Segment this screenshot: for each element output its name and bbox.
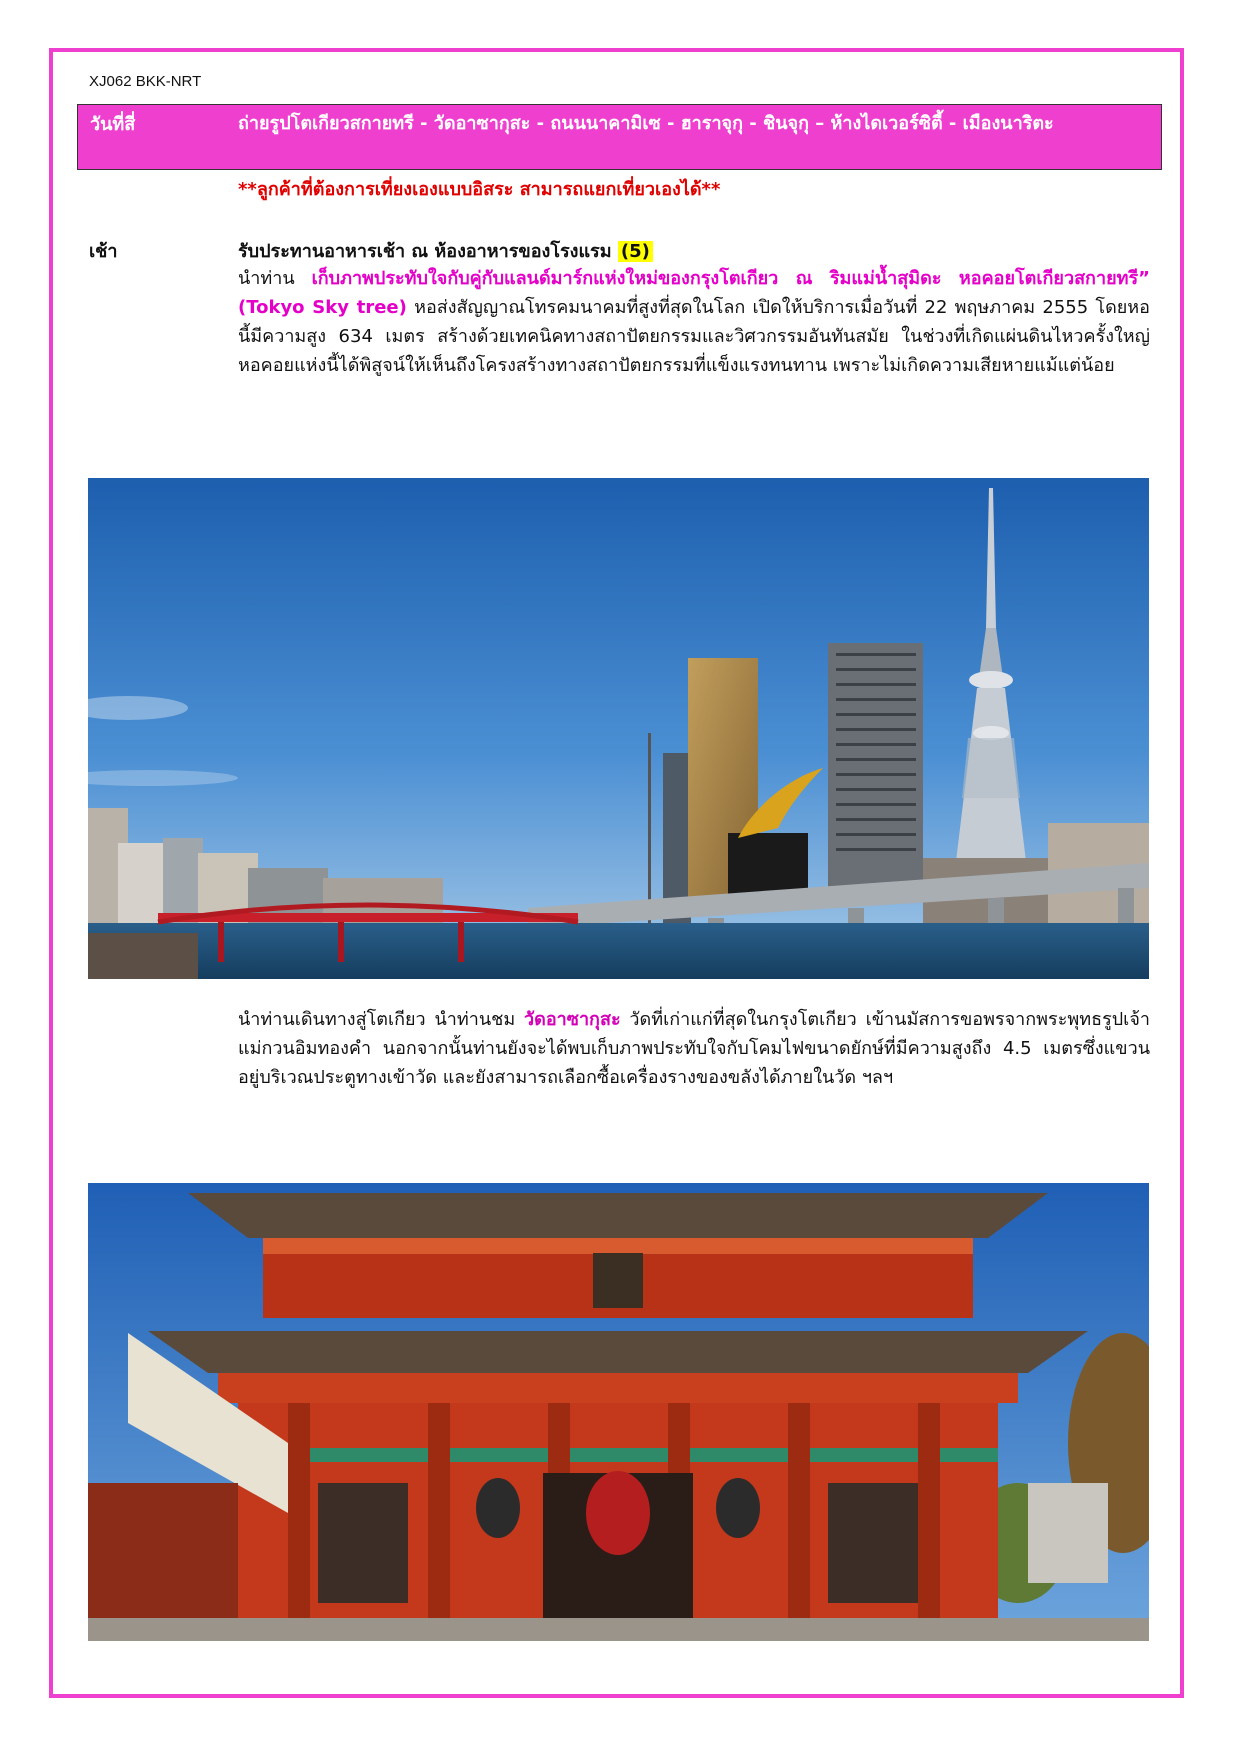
day-header-bar bbox=[77, 104, 1162, 170]
breakfast-heading bbox=[238, 236, 653, 265]
morning-label: เช้า bbox=[89, 241, 118, 262]
skytree-highlight: เก็บภาพประทับใจกับคู่กับแลนด์มาร์กแห่งใหม่ของกรุงโตเกียว ณ ริมแม่น้ำสุมิดะ หอคอยโตเกียวสกายทรี” (Tokyo Sky tree) bbox=[238, 268, 1150, 318]
skytree-photo bbox=[88, 478, 1149, 979]
sensoji-gate-photo bbox=[88, 1183, 1149, 1641]
asakusa-highlight: วัดอาซากุสะ bbox=[524, 1009, 621, 1030]
asakusa-paragraph bbox=[238, 1005, 1150, 1092]
day-label: วันที่สี่ bbox=[90, 114, 136, 135]
breakfast-text: รับประทานอาหารเช้า ณ ห้องอาหารของโรงแรม bbox=[238, 241, 612, 262]
day-itinerary-title: ถ่ายรูปโตเกียวสกายทรี - วัดอาซากุสะ - ถนนนาคามิเซ - ฮาราจุกุ - ชินจุกุ – ห้างไดเวอร์ซิตี้ - เมืองนาริตะ bbox=[238, 113, 1054, 134]
asakusa-intro: นำท่านเดินทางสู่โตเกียว นำท่านชม bbox=[238, 1009, 516, 1030]
skytree-body: หอส่งสัญญาณโทรคมนาคมที่สูงที่สุดในโลก เปิดให้บริการเมื่อวันที่ 22 พฤษภาคม 2555 โดยหอนี้มีความสูง 634 เมตร สร้างด้วยเทคนิคทางสถาปัตยกรรมและวิศวกรรมอันทันสมัย ในช่วงที่เกิดแผ่นดินไหวครั้งใหญ่หอคอยแห่งนี้ได้พิสูจน์ให้เห็นถึงโครงสร้างทางสถาปัตยกรรมที่แข็งแรงทนทาน เพราะไม่เกิดความเสียหายแม้แต่น้อย bbox=[238, 297, 1150, 376]
meal-count-badge: (5) bbox=[618, 241, 653, 262]
skytree-paragraph bbox=[238, 264, 1150, 380]
free-lunch-notice: **ลูกค้าที่ต้องการเที่ยงเองแบบอิสระ สามารถแยกเที่ยวเองได้** bbox=[238, 179, 721, 200]
asakusa-body: วัดที่เก่าแก่ที่สุดในกรุงโตเกียว เข้านมัสการขอพรจากพระพุทธรูปเจ้าแม่กวนอิมทองคำ นอกจากนั้นท่านยังจะได้พบเก็บภาพประทับใจกับโคมไฟขนาดยักษ์ที่มีความสูงถึง 4.5 เมตรซึ่งแขวนอยู่บริเวณประตูทางเข้าวัด และยังสามารถเลือกซื้อเครื่องรางของขลังได้ภายในวัด ฯลฯ bbox=[238, 1009, 1150, 1088]
skytree-intro: นำท่าน bbox=[238, 268, 295, 289]
tour-code: XJ062 BKK-NRT bbox=[89, 73, 202, 90]
